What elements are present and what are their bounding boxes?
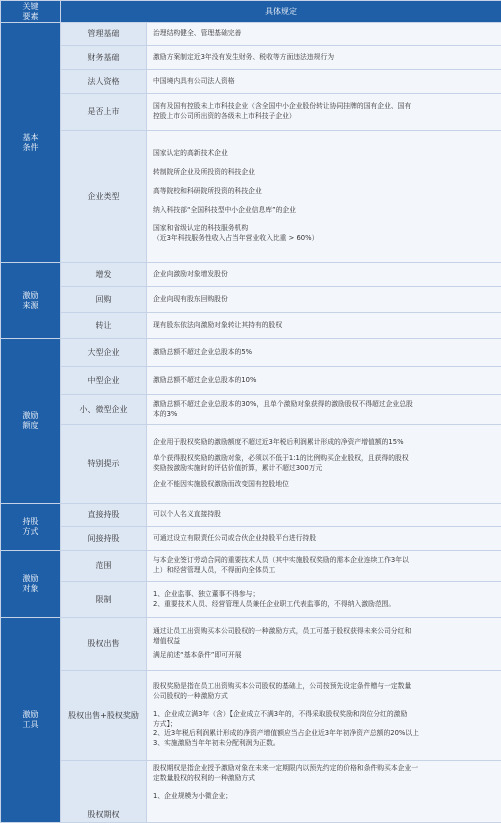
- table-row: [1, 395, 501, 425]
- table-row: [1, 618, 501, 671]
- category-cell: 小、微型企业: [61, 395, 147, 425]
- category-cell: 股权出售: [61, 618, 147, 671]
- category-cell: 法人资格: [61, 70, 147, 94]
- header-spec-cell: 具体规定: [61, 1, 501, 23]
- category-cell: 是否上市: [61, 94, 147, 131]
- category-cell: 限制: [61, 582, 147, 618]
- category-cell: 增发: [61, 263, 147, 287]
- table-row: [1, 70, 501, 94]
- category-cell: 财务基础: [61, 46, 147, 70]
- table-row: [1, 339, 501, 367]
- header-key-cell: [1, 1, 61, 23]
- section-quota-label: 激励 额度: [1, 339, 61, 504]
- table-row: [1, 46, 501, 70]
- table-row: [1, 313, 501, 339]
- description-cell: 激励方案制定近3年没有发生财务、税收等方面违法违规行为: [147, 46, 501, 70]
- description-cell: 股权期权是指企业授予激励对象在未来一定期限内以预先约定的价格和条件购买本企业一 定数量股权的权利的一种激励方式 1、企业规模为小微企业；: [147, 761, 501, 823]
- description-cell: 现有股东依法向激励对象转让其持有的股权: [147, 313, 501, 339]
- category-cell: 范围: [61, 551, 147, 582]
- table-row: [1, 761, 501, 823]
- category-cell: 特别提示: [61, 425, 147, 504]
- description-cell: 国有及国有控股未上市科技企业（含全国中小企业股份转让协同挂牌的国有企业、国有 控股上市公司所出资的各级未上市科技子企业）: [147, 94, 501, 131]
- description-cell: 企业向激励对象增发股份: [147, 263, 501, 287]
- section-tools-label: 激励 工具: [1, 618, 61, 823]
- header-key-label-2: 要素: [1, 12, 60, 21]
- table-row: [1, 287, 501, 313]
- table-row: [1, 671, 501, 761]
- table-row: [1, 551, 501, 582]
- section-target-label: 激励 对象: [1, 551, 61, 618]
- description-cell: 中国境内具有公司法人资格: [147, 70, 501, 94]
- description-cell: 与本企业签订劳动合同的重要技术人员（其中实施股权奖励的需本企业连续工作3年以 上）和经营管理人员，不得面向全体员工: [147, 551, 501, 582]
- section-holding-label: 持股 方式: [1, 504, 61, 551]
- section-source-label: 激励 来源: [1, 263, 61, 339]
- description-cell: 通过让员工出资购买本公司股权的一种激励方式，员工可基于股权获得未来公司分红和 增值权益 满足前述“基本条件”即可开展: [147, 618, 501, 671]
- description-cell: 激励总额不超过企业总股本的30%，且单个激励对象获得的激励股权不得超过企业总股 本的3%: [147, 395, 501, 425]
- category-cell: 转让: [61, 313, 147, 339]
- category-cell: 股权期权: [61, 761, 147, 823]
- section-basic-label: 基本 条件: [1, 23, 61, 263]
- table-row: [1, 527, 501, 551]
- table-row: [1, 263, 501, 287]
- description-cell: 1、企业监事、独立董事不得参与； 2、重要技术人员、经营管理人员兼任企业职工代表监事的，不得纳入激励范围。: [147, 582, 501, 618]
- category-cell: 间接持股: [61, 527, 147, 551]
- category-cell: 回购: [61, 287, 147, 313]
- category-cell: 直接持股: [61, 504, 147, 527]
- description-cell: 激励总额不超过企业总股本的5%: [147, 339, 501, 367]
- category-cell: 企业类型: [61, 131, 147, 263]
- category-cell: 管理基础: [61, 23, 147, 46]
- category-cell: 大型企业: [61, 339, 147, 367]
- table-row: [1, 582, 501, 618]
- description-cell: 企业向现有股东回购股份: [147, 287, 501, 313]
- description-cell: 国家认定的高新技术企业 转制院所企业及所投资的科技企业 高等院校和科研院所投资的科技企业 纳入科技部“全国科技型中小企业信息库”的企业 国家和省级认定的科技服务机构 （近3年科技服务性收入占当年营业收入比重 > 60%）: [147, 131, 501, 263]
- table-row: [1, 504, 501, 527]
- category-cell: 中型企业: [61, 367, 147, 395]
- header-key-label-1: 关键: [1, 2, 60, 11]
- description-cell: 股权奖励是指在员工出资购买本公司股权的基础上，公司按预先设定条件赠与一定数量 公司股权的一种激励方式 1、企业成立满3年（含）【企业成立不满3年的，不得采取股权奖励和岗位分红的激励 方式】； 2、近3年税后利润累计形成的净资产增值额应当占企业近3年年初净资产总额的20%以上 3、实施激励当年年初未分配利润为正数。: [147, 671, 501, 761]
- description-cell: 激励总额不超过企业总股本的10%: [147, 367, 501, 395]
- description-cell: 企业用于股权奖励的激励额度不超过近3年税后利润累计形成的净资产增值额的15% 单个获得股权奖励的激励对象，必须以不低于1:1的比例购买企业股权，且获得的股权 奖励按激励实施时的评估价值折算，累计不超过300万元 企业不能因实施股权激励而改变国有控股地位: [147, 425, 501, 504]
- table-row: [1, 131, 501, 263]
- table-header-row: [1, 1, 501, 23]
- description-cell: 可通过设立有限责任公司或合伙企业持股平台进行持股: [147, 527, 501, 551]
- table-row: [1, 23, 501, 46]
- description-cell: 可以个人名义直接持股: [147, 504, 501, 527]
- table-row: [1, 425, 501, 504]
- table-row: [1, 94, 501, 131]
- table-row: [1, 367, 501, 395]
- category-cell: 股权出售+股权奖励: [61, 671, 147, 761]
- description-cell: 治理结构健全、管理基础完善: [147, 23, 501, 46]
